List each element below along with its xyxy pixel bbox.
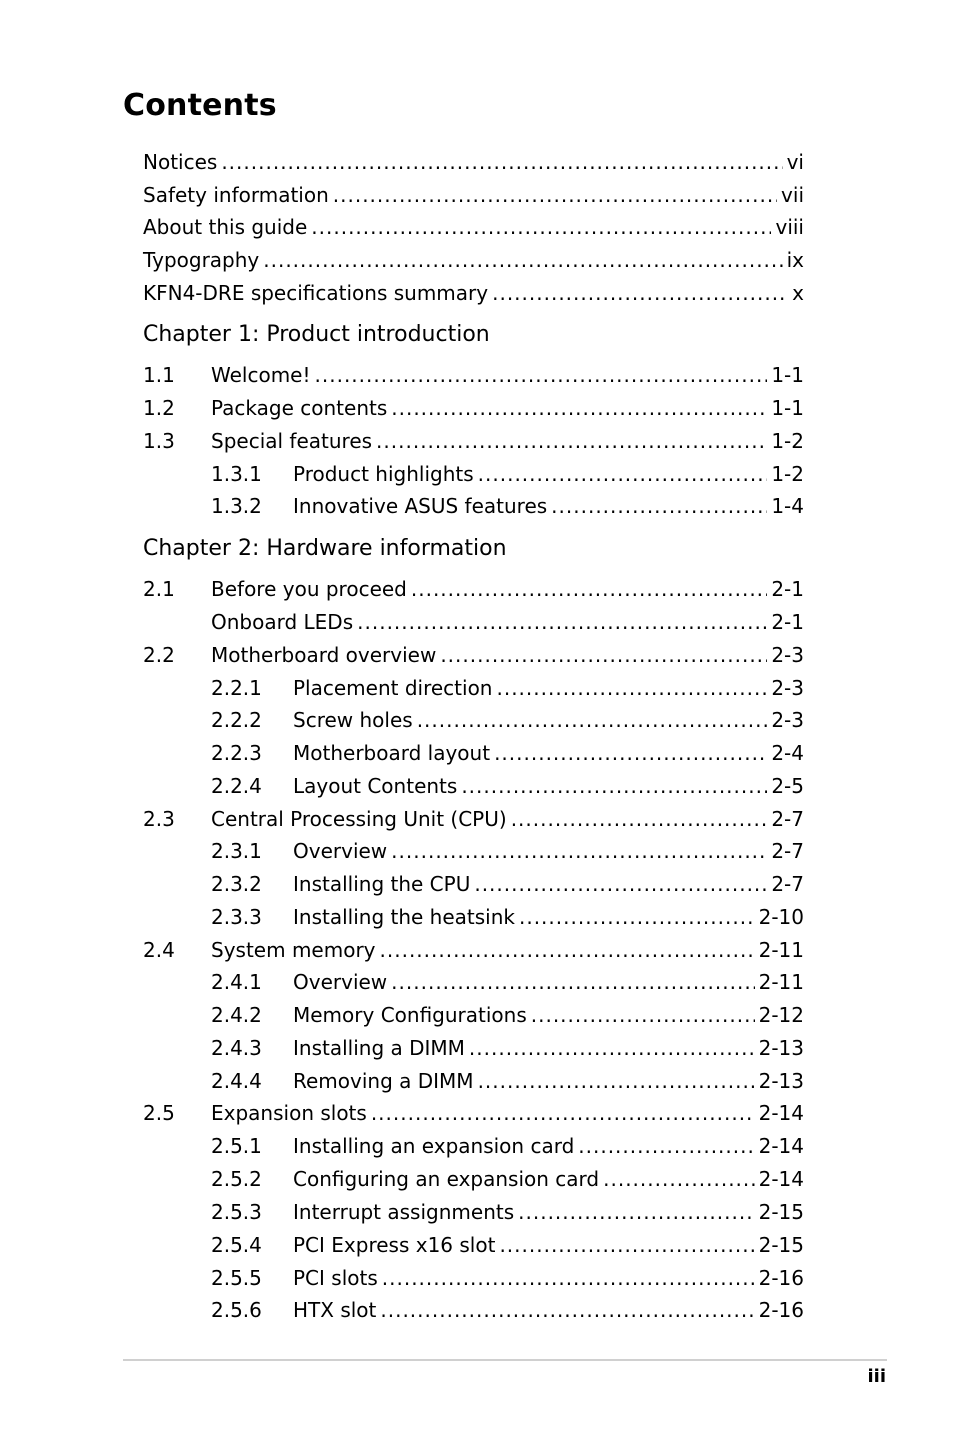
toc-entry-number: 2.3.3 <box>211 905 262 929</box>
toc-entry[interactable] <box>143 272 804 305</box>
toc-entry-number: 2.3.1 <box>211 839 262 863</box>
toc-entry[interactable] <box>211 699 804 732</box>
toc-entry[interactable] <box>211 961 804 994</box>
toc-entry-number: 2.2.1 <box>211 676 262 700</box>
toc-entry-label: Screw holes <box>293 708 413 732</box>
dot-leader <box>499 1233 754 1257</box>
toc-entry[interactable] <box>143 141 804 174</box>
toc-entry-number: 2.5.3 <box>211 1200 262 1224</box>
dot-leader <box>478 1069 755 1093</box>
toc-entry-page: 2-1 <box>771 577 804 601</box>
toc-entry-number: 2.3 <box>143 807 175 831</box>
toc-entry-page: 1-2 <box>771 462 804 486</box>
toc-entry-number: 2.5.2 <box>211 1167 262 1191</box>
toc-entry-label: About this guide <box>143 215 308 239</box>
toc-entry-number: 2.5.5 <box>211 1266 262 1290</box>
dot-leader <box>469 1036 755 1060</box>
toc-entry[interactable] <box>143 239 804 272</box>
toc-entry[interactable] <box>211 1257 804 1290</box>
toc-entry-page: 2-11 <box>758 938 804 962</box>
toc-entry-page: 2-13 <box>758 1036 804 1060</box>
toc-entry[interactable] <box>143 929 804 962</box>
toc-entry-label: Special features <box>211 429 373 453</box>
toc-entry-number: 1.2 <box>143 396 175 420</box>
toc-entry-page: 2-3 <box>771 643 804 667</box>
toc-entry-page: 2-3 <box>771 676 804 700</box>
dot-leader <box>391 839 767 863</box>
toc-entry-label: Product highlights <box>293 462 474 486</box>
dot-leader <box>518 1200 754 1224</box>
toc-entry-number: 2.5 <box>143 1101 175 1125</box>
toc-entry-page: 2-14 <box>758 1101 804 1125</box>
toc-entry[interactable] <box>143 206 804 239</box>
dot-leader <box>492 281 788 305</box>
toc-entry[interactable] <box>211 1027 804 1060</box>
toc-entry[interactable] <box>143 354 804 387</box>
toc-entry-label: HTX slot <box>293 1298 377 1322</box>
toc-entry-number: 1.3.2 <box>211 494 262 518</box>
dot-leader <box>380 1298 754 1322</box>
toc-entry-number: 2.4.4 <box>211 1069 262 1093</box>
toc-entry-number: 1.3.1 <box>211 462 262 486</box>
toc-entry-label: Expansion slots <box>211 1101 367 1125</box>
toc-entry[interactable] <box>143 634 804 667</box>
dot-leader <box>440 643 767 667</box>
dot-leader <box>519 905 755 929</box>
dot-leader <box>263 248 782 272</box>
dot-leader <box>496 676 767 700</box>
toc-entry[interactable] <box>211 1191 804 1224</box>
toc-entry-label: Installing the CPU <box>293 872 471 896</box>
toc-entry-label: Memory Configurations <box>293 1003 527 1027</box>
toc-entry-label: Welcome! <box>211 363 311 387</box>
toc-entry-number: 2.2.2 <box>211 708 262 732</box>
dot-leader <box>478 462 768 486</box>
toc-entry-label: Installing a DIMM <box>293 1036 465 1060</box>
dot-leader <box>494 741 767 765</box>
toc-entry-label: Motherboard layout <box>293 741 491 765</box>
toc-entry-number: 2.4.1 <box>211 970 262 994</box>
toc-entry[interactable] <box>211 1224 804 1257</box>
toc-entry-label: Onboard LEDs <box>211 610 354 634</box>
toc-entry-page: 2-10 <box>758 905 804 929</box>
toc-entry[interactable] <box>211 1060 804 1093</box>
toc-entry-label: Interrupt assignments <box>293 1200 515 1224</box>
chapter-heading[interactable]: Chapter 2: Hardware information <box>143 536 507 561</box>
toc-entry[interactable] <box>211 601 804 634</box>
dot-leader <box>551 494 767 518</box>
toc-entry-label: Innovative ASUS features <box>293 494 548 518</box>
toc-entry-number: 2.4.3 <box>211 1036 262 1060</box>
toc-entry-label: Overview <box>293 970 388 994</box>
toc-entry[interactable] <box>211 830 804 863</box>
toc-entry-number: 2.2.3 <box>211 741 262 765</box>
toc-entry-page: 2-16 <box>758 1298 804 1322</box>
toc-entry[interactable] <box>143 174 804 207</box>
toc-entry-page: vii <box>781 183 804 207</box>
dot-leader <box>382 1266 755 1290</box>
dot-leader <box>461 774 767 798</box>
toc-entry-page: 2-11 <box>758 970 804 994</box>
toc-entry[interactable] <box>211 485 804 518</box>
toc-entry[interactable] <box>211 994 804 1027</box>
toc-entry-label: Package contents <box>211 396 388 420</box>
dot-leader <box>376 429 767 453</box>
toc-entry-number: 2.5.6 <box>211 1298 262 1322</box>
toc-entry-label: Typography <box>143 248 260 272</box>
toc-entry-label: Placement direction <box>293 676 493 700</box>
dot-leader <box>311 215 771 239</box>
toc-entry-page: 2-15 <box>758 1200 804 1224</box>
toc-entry[interactable] <box>143 387 804 420</box>
toc-entry[interactable] <box>211 1125 804 1158</box>
toc-entry[interactable] <box>211 863 804 896</box>
toc-entry-label: Safety information <box>143 183 329 207</box>
footer-divider <box>123 1359 887 1361</box>
toc-entry[interactable] <box>211 896 804 929</box>
toc-entry[interactable] <box>211 732 804 765</box>
toc-entry-page: viii <box>775 215 804 239</box>
dot-leader <box>417 708 768 732</box>
toc-entry-page: 2-15 <box>758 1233 804 1257</box>
toc-entry-number: 2.3.2 <box>211 872 262 896</box>
chapter-heading[interactable]: Chapter 1: Product introduction <box>143 322 490 347</box>
toc-entry-page: 1-1 <box>771 396 804 420</box>
toc-entry-label: Removing a DIMM <box>293 1069 474 1093</box>
toc-entry-page: 2-14 <box>758 1134 804 1158</box>
toc-entry-number: 2.2 <box>143 643 175 667</box>
toc-entry[interactable] <box>211 1289 804 1322</box>
toc-entry-page: 1-2 <box>771 429 804 453</box>
dot-leader <box>391 396 767 420</box>
toc-entry-label: Notices <box>143 150 218 174</box>
toc-entry-number: 2.5.1 <box>211 1134 262 1158</box>
toc-entry-number: 1.3 <box>143 429 175 453</box>
toc-entry-page: vi <box>786 150 804 174</box>
toc-entry[interactable] <box>143 1092 804 1125</box>
toc-entry-number: 2.5.4 <box>211 1233 262 1257</box>
toc-entry[interactable] <box>211 453 804 486</box>
toc-entry-label: System memory <box>211 938 376 962</box>
toc-entry-page: 2-1 <box>771 610 804 634</box>
toc-entry-label: Central Processing Unit (CPU) <box>211 807 507 831</box>
toc-entry-page: 2-3 <box>771 708 804 732</box>
toc-entry-page: 2-7 <box>771 872 804 896</box>
dot-leader <box>411 577 767 601</box>
dot-leader <box>357 610 767 634</box>
toc-entry-number: 2.1 <box>143 577 175 601</box>
toc-entry[interactable] <box>143 798 804 831</box>
dot-leader <box>578 1134 754 1158</box>
dot-leader <box>511 807 768 831</box>
toc-entry-label: Configuring an expansion card <box>293 1167 600 1191</box>
toc-entry-label: Before you proceed <box>211 577 407 601</box>
dot-leader <box>474 872 767 896</box>
toc-entry-page: 2-5 <box>771 774 804 798</box>
dot-leader <box>221 150 782 174</box>
toc-entry-page: 2-12 <box>758 1003 804 1027</box>
toc-entry-page: 2-7 <box>771 839 804 863</box>
toc-entry-number: 2.4.2 <box>211 1003 262 1027</box>
dot-leader <box>531 1003 755 1027</box>
toc-entry-label: Motherboard overview <box>211 643 437 667</box>
dot-leader <box>371 1101 755 1125</box>
dot-leader <box>603 1167 754 1191</box>
dot-leader <box>333 183 777 207</box>
toc-entry-number: 1.1 <box>143 363 175 387</box>
toc-entry-page: ix <box>786 248 804 272</box>
page-number: iii <box>867 1366 886 1387</box>
page-title: Contents <box>123 88 277 123</box>
toc-entry-label: Layout Contents <box>293 774 458 798</box>
toc-entry-page: 2-14 <box>758 1167 804 1191</box>
toc-entry-page: 2-13 <box>758 1069 804 1093</box>
toc-entry[interactable] <box>211 1158 804 1191</box>
toc-entry-label: Overview <box>293 839 388 863</box>
dot-leader <box>380 938 755 962</box>
toc-entry-number: 2.4 <box>143 938 175 962</box>
toc-entry-label: Installing the heatsink <box>293 905 515 929</box>
dot-leader <box>315 363 768 387</box>
toc-entry-label: KFN4-DRE specifications summary <box>143 281 489 305</box>
toc-entry-label: Installing an expansion card <box>293 1134 575 1158</box>
toc-entry[interactable] <box>211 765 804 798</box>
toc-entry-page: 2-4 <box>771 741 804 765</box>
toc-entry[interactable] <box>143 420 804 453</box>
toc-entry-page: 1-4 <box>771 494 804 518</box>
toc-entry[interactable] <box>211 667 804 700</box>
toc-entry-label: PCI Express x16 slot <box>293 1233 496 1257</box>
toc-entry-page: x <box>792 281 804 305</box>
toc-entry-page: 1-1 <box>771 363 804 387</box>
toc-entry-label: PCI slots <box>293 1266 378 1290</box>
toc-entry-number: 2.2.4 <box>211 774 262 798</box>
toc-entry[interactable] <box>143 568 804 601</box>
dot-leader <box>391 970 754 994</box>
toc-entry-page: 2-16 <box>758 1266 804 1290</box>
toc-entry-page: 2-7 <box>771 807 804 831</box>
